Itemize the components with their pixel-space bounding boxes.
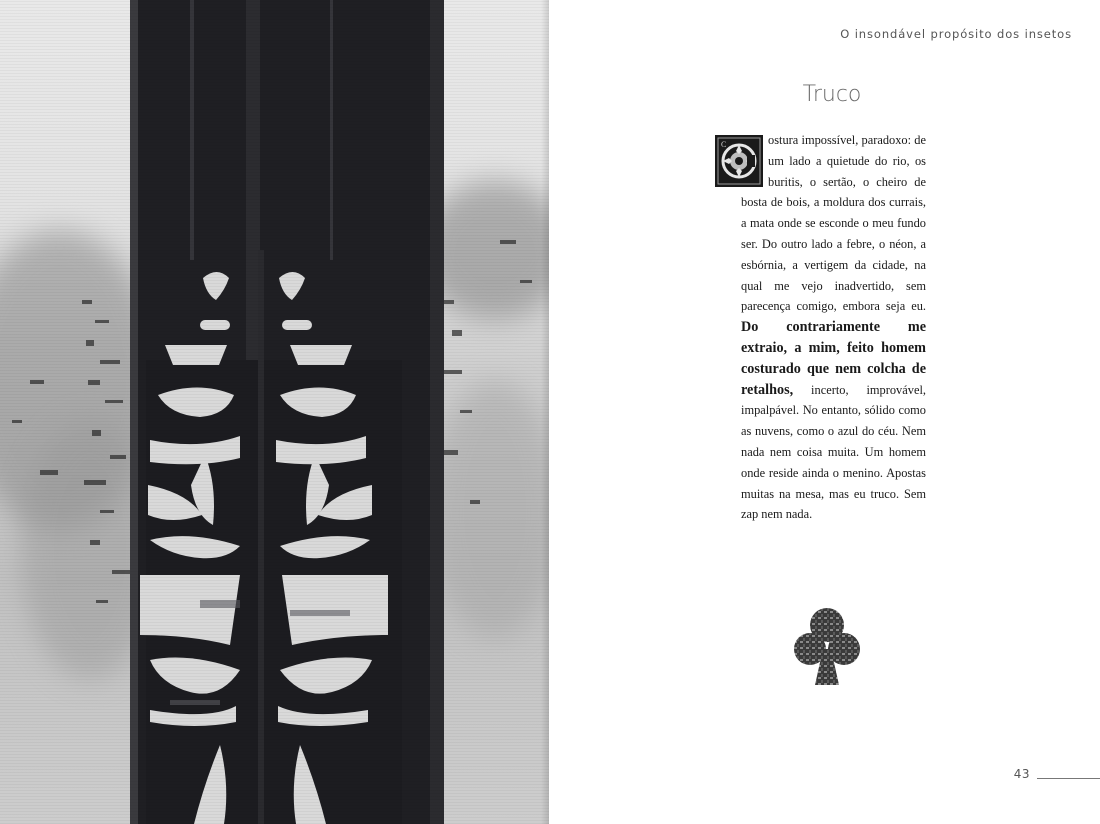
svg-text:C: C	[721, 140, 727, 149]
paragraph-emphasis: Do contrariamente me extraio, a mim, feito homem costurado que nem colcha de retalhos,	[741, 319, 926, 398]
folio-rule	[1037, 778, 1100, 779]
page-number: 43	[1013, 767, 1030, 781]
text-page	[549, 0, 1100, 824]
running-head: O insondável propósito dos insetos	[840, 27, 1072, 41]
body-paragraph	[721, 130, 926, 525]
artwork-page	[0, 0, 549, 824]
dropcap-ornament-icon	[715, 135, 763, 187]
chapter-title: Truco	[802, 82, 862, 107]
paragraph-intro: ostura impossível, paradoxo: de um lado a quietude do rio, os buritis, o sertão, o cheiro de bosta de bois, a moldura dos currais, a mata onde se esconde o meu fundo ser. Do outro lado a febre, o néon, a esbórnia, a vertigem da cidade, na qual me vejo inadvertido, sem parecença comigo, embora seja eu.	[741, 133, 926, 314]
club-suit-icon	[794, 605, 860, 687]
scan-texture	[0, 0, 549, 824]
paragraph-rest: incerto, improvável, impalpável. No entanto, sólido como as nuvens, como o azul do céu. Nem nada nem coisa muita. Um homem onde reside ainda o menino. Apostas muitas na mesa, mas eu truco. Sem zap nem nada.	[741, 382, 926, 522]
page-gutter-shadow	[541, 0, 549, 824]
